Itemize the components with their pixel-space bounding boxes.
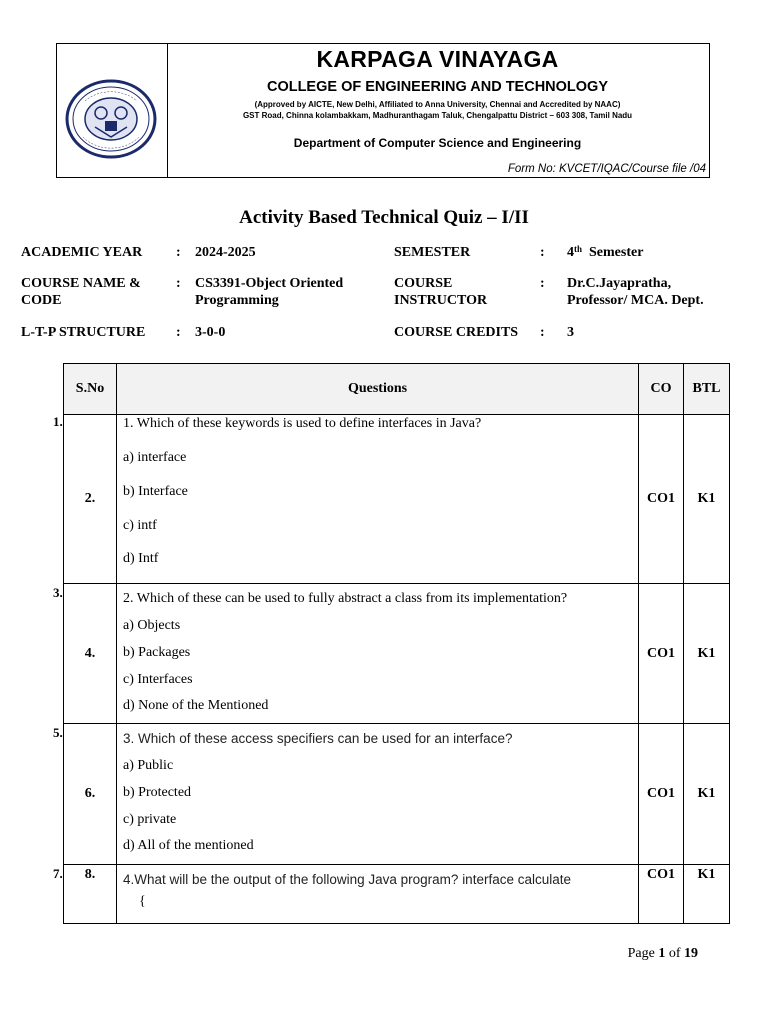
semester-value: [567, 244, 643, 261]
instructor-label: [394, 275, 487, 309]
credits-label: COURSE CREDITS: [394, 325, 519, 340]
row-question: [117, 415, 639, 584]
table-row: [64, 415, 730, 584]
row-question: [117, 865, 639, 924]
ltp-label: L-T-P STRUCTURE: [21, 325, 146, 340]
option: a) interface: [123, 450, 187, 465]
row-co: CO1: [639, 415, 684, 584]
academic-year-label: ACADEMIC YEAR: [21, 245, 143, 260]
approval-text: (Approved by AICTE, New Delhi, Affiliated to Anna University, Chennai and Accredited by NAAC): [254, 100, 621, 109]
row-btl: K1: [684, 865, 730, 924]
course-name-value: [195, 275, 343, 309]
instructor-line2: Professor/ MCA. Dept.: [567, 293, 704, 308]
outer-number: 7.: [53, 866, 63, 881]
row-sno: 2.: [64, 415, 117, 584]
question-text: 1. Which of these keywords is used to define interfaces in Java?: [123, 416, 482, 431]
course-name-line2: Programming: [195, 293, 279, 308]
question-text: 3. Which of these access specifiers can be used for an interface?: [123, 731, 513, 746]
address-text: GST Road, Chinna kolambakkam, Madhuranthagam Taluk, Chengalpattu District – 603 308, Tamil Nadu: [242, 111, 633, 120]
page-number: [628, 946, 698, 962]
row-co: CO1: [639, 584, 684, 724]
outer-number: 3.: [53, 585, 63, 600]
department-name: Department of Computer Science and Engineering: [293, 136, 582, 150]
logo-cell: [57, 44, 168, 177]
page-prefix: Page: [627, 946, 655, 961]
credits-value: 3: [567, 325, 574, 340]
college-subtitle: COLLEGE OF ENGINEERING AND TECHNOLOGY: [266, 79, 609, 95]
row-btl: K1: [684, 724, 730, 865]
course-name-label-line1: COURSE NAME &: [21, 276, 141, 291]
semester-number: 4: [567, 245, 574, 260]
header-sno: S.No: [64, 364, 117, 415]
option: d) None of the Mentioned: [123, 698, 269, 713]
table-header-row: [64, 364, 730, 415]
option: c) private: [123, 812, 177, 827]
header-btl: BTL: [684, 364, 730, 415]
college-name: KARPAGA VINAYAGA: [316, 46, 559, 72]
colon: :: [540, 276, 545, 291]
course-name-line1: CS3391-Object Oriented: [195, 276, 344, 291]
college-seal-icon: [65, 79, 157, 159]
row-sno: 6.: [64, 724, 117, 865]
row-btl: K1: [684, 584, 730, 724]
option: b) Protected: [123, 785, 192, 800]
row-question: [117, 584, 639, 724]
row-co: CO1: [639, 724, 684, 865]
semester-word: Semester: [589, 245, 644, 260]
question-text: 4.What will be the output of the following Java program? interface calculate: [123, 872, 571, 887]
form-number: Form No: KVCET/IQAC/Course file /04: [507, 163, 706, 175]
option: a) Objects: [123, 618, 181, 633]
row-question: [117, 724, 639, 865]
page-total: 19: [684, 946, 698, 961]
colon: :: [540, 325, 545, 340]
academic-year-value: 2024-2025: [195, 245, 256, 260]
colon: :: [176, 325, 181, 340]
row-co: CO1: [639, 865, 684, 924]
colon: :: [176, 276, 181, 291]
instructor-label-line2: INSTRUCTOR: [394, 293, 488, 308]
instructor-label-line1: COURSE: [394, 276, 453, 291]
option: d) Intf: [123, 551, 159, 566]
option: d) All of the mentioned: [123, 838, 254, 853]
questions-table: [63, 363, 730, 924]
instructor-line1: Dr.C.Jayapratha,: [567, 276, 672, 291]
row-sno: 4.: [64, 584, 117, 724]
header-co: CO: [639, 364, 684, 415]
option: b) Packages: [123, 645, 191, 660]
page-of: of: [668, 946, 681, 961]
option: a) Public: [123, 758, 174, 773]
question-text: 2. Which of these can be used to fully abstract a class from its implementation?: [123, 591, 568, 606]
row-sno: 8.: [64, 865, 117, 924]
option: c) intf: [123, 518, 157, 533]
ltp-value: 3-0-0: [195, 325, 226, 340]
course-name-label: [21, 275, 141, 309]
header-questions: Questions: [117, 364, 639, 415]
table-row: [64, 584, 730, 724]
option: b) Interface: [123, 484, 188, 499]
table-row: [64, 724, 730, 865]
page-title: Activity Based Technical Quiz – I/II: [239, 207, 529, 228]
semester-label: SEMESTER: [394, 245, 471, 260]
colon: :: [176, 245, 181, 260]
course-name-label-line2: CODE: [21, 293, 62, 308]
row-btl: K1: [684, 415, 730, 584]
table-row: [64, 865, 730, 924]
instructor-value: [567, 275, 704, 309]
outer-number: 5.: [53, 725, 63, 740]
colon: :: [540, 245, 545, 260]
semester-suffix: th: [574, 244, 583, 254]
code-line: {: [139, 894, 146, 909]
option: c) Interfaces: [123, 672, 193, 687]
outer-number: 1.: [53, 414, 63, 429]
page-current: 1: [658, 946, 666, 961]
